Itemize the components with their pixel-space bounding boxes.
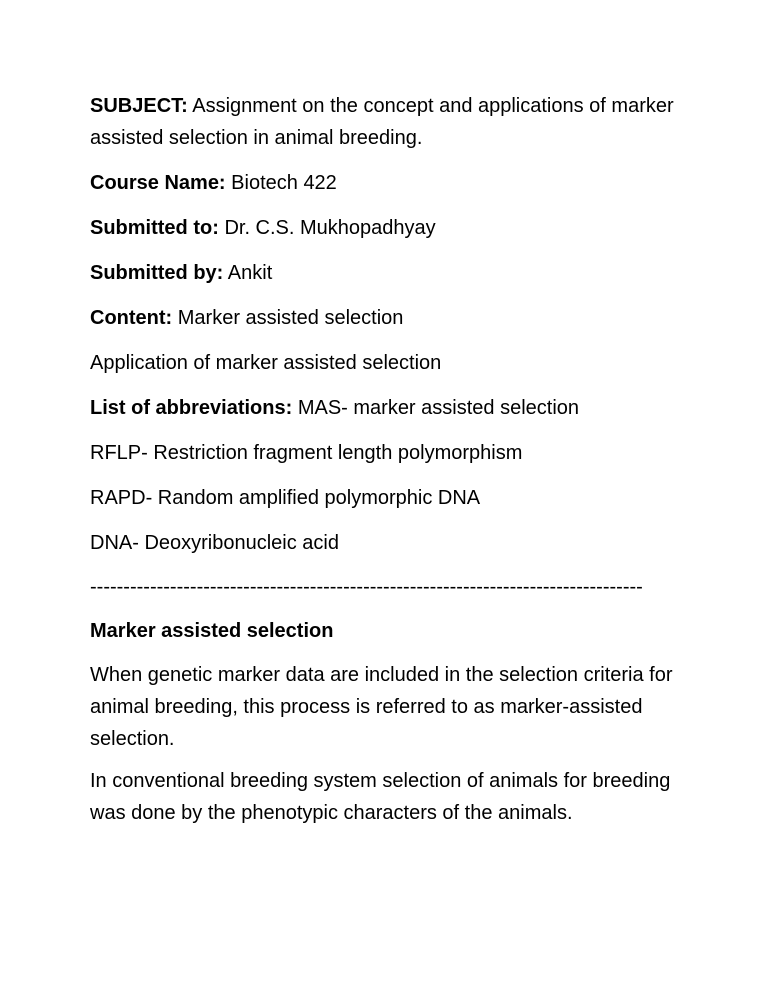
abbreviation-item: MAS- marker assisted selection [297,397,580,419]
content-value: Marker assisted selection [177,307,404,329]
submitted-by-value: Ankit [227,262,273,284]
section-paragraph: When genetic marker data are included in the selection criteria for animal breeding, this process is referred to as marker-assisted selection. [90,664,673,750]
submitted-to-line [90,212,680,244]
abbreviation-item: RFLP- Restriction fragment length polymorphism [90,442,523,464]
subject-line [90,90,680,154]
abbreviations-line [90,392,680,424]
submitted-by-line [90,257,680,289]
course-label: Course Name: [90,172,226,194]
section-divider: ----------------------------------------------------------------------------------- [90,576,643,598]
document-page [90,90,680,839]
abbreviation-item: RAPD- Random amplified polymorphic DNA [90,487,481,509]
content-item-2: Application of marker assisted selection [90,352,442,374]
submitted-to-label: Submitted to: [90,217,219,239]
section-paragraph: In conventional breeding system selection of animals for breeding was done by the phenotypic characters of the animals. [90,770,671,824]
abbreviations-label: List of abbreviations: [90,397,293,419]
course-line [90,167,680,199]
content-label: Content: [90,307,173,329]
submitted-to-value: Dr. C.S. Mukhopadhyay [224,217,436,239]
abbreviation-item: DNA- Deoxyribonucleic acid [90,532,339,554]
submitted-by-label: Submitted by: [90,262,224,284]
subject-value: Assignment on the concept and applications of marker assisted selection in animal breeding. [90,95,674,149]
content-line [90,302,680,334]
course-value: Biotech 422 [231,172,337,194]
section-title: Marker assisted selection [90,620,334,642]
subject-label: SUBJECT: [90,95,188,117]
